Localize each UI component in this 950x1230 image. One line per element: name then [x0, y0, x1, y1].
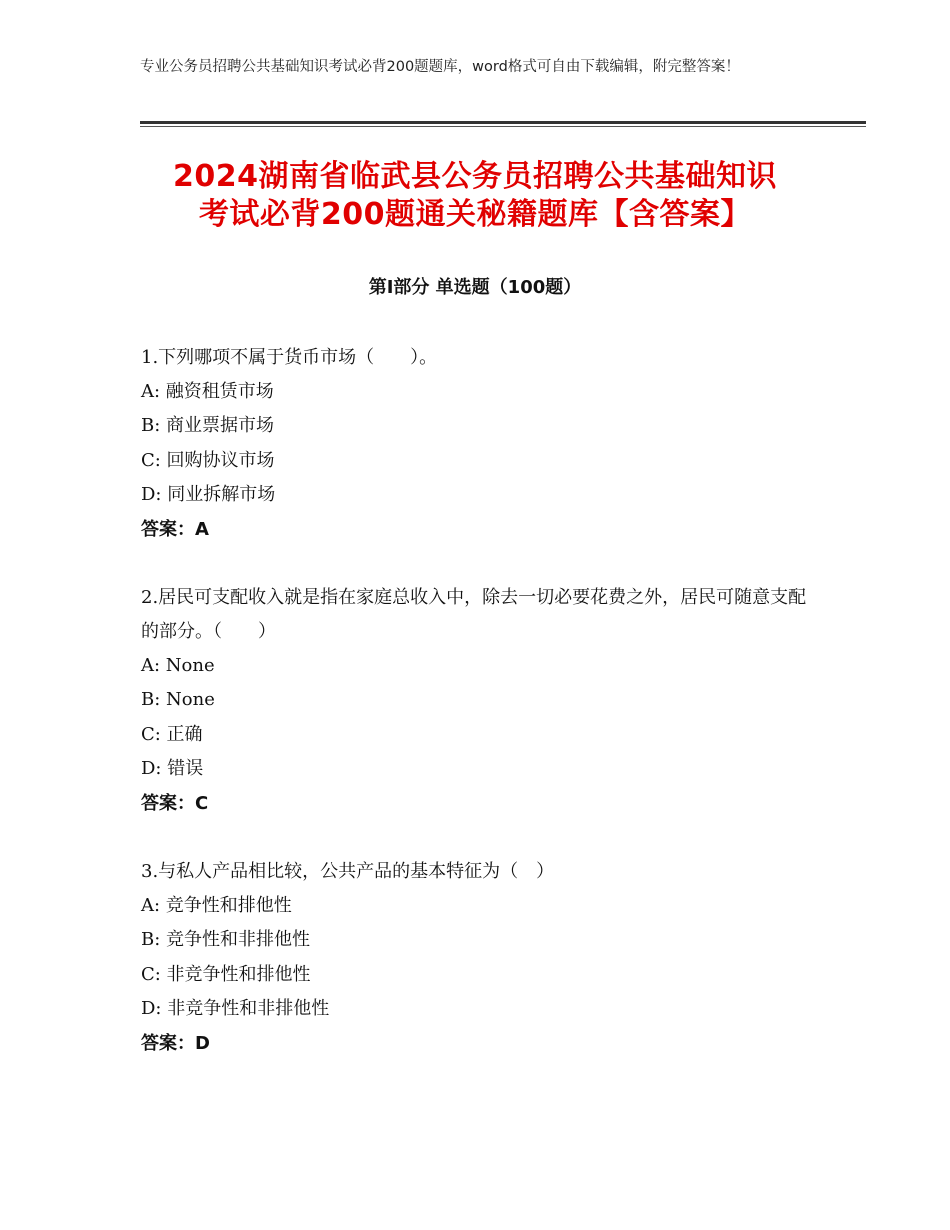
- question-1: [141, 341, 821, 547]
- answer: 答案：C: [141, 792, 209, 814]
- header-rule-thin: [140, 126, 866, 127]
- header-note: 专业公务员招聘公共基础知识考试必背200题题库，word格式可自由下载编辑，附完整答案！: [140, 59, 740, 75]
- answer: 答案：D: [141, 1032, 210, 1054]
- answer: 答案：A: [141, 518, 209, 540]
- option-b: B: 商业票据市场: [141, 415, 275, 437]
- title-line-2: 考试必背200题通关秘籍题库【含答案】: [198, 197, 752, 232]
- option-b: B: 竞争性和非排他性: [141, 929, 311, 951]
- option-b: B: None: [141, 689, 215, 711]
- option-d: D: 非竞争性和非排他性: [141, 998, 330, 1020]
- question-stem: 1.下列哪项不属于货币市场（ ）。: [141, 347, 438, 368]
- question-stem: 3.与私人产品相比较，公共产品的基本特征为（ ）: [141, 861, 555, 883]
- question-stem: 2.居民可支配收入就是指在家庭总收入中，除去一切必要花费之外，居民可随意支配的部分。（ ）: [141, 587, 807, 643]
- option-a: A: 竞争性和排他性: [141, 895, 292, 917]
- document-title: [90, 158, 860, 234]
- option-c: C: 正确: [141, 723, 203, 745]
- option-c: C: 非竞争性和排他性: [141, 963, 311, 985]
- header-rule-thick: [140, 121, 866, 124]
- question-2: [141, 581, 821, 821]
- option-d: D: 同业拆解市场: [141, 484, 276, 506]
- question-list: [141, 341, 821, 1095]
- option-d: D: 错误: [141, 758, 204, 780]
- option-a: A: None: [141, 655, 215, 677]
- option-a: A: 融资租赁市场: [141, 381, 274, 402]
- option-c: C: 回购协议市场: [141, 449, 275, 471]
- section-heading: 第Ⅰ部分 单选题（100题）: [368, 277, 582, 298]
- title-line-1: 2024湖南省临武县公务员招聘公共基础知识: [173, 159, 777, 194]
- question-3: [141, 855, 821, 1061]
